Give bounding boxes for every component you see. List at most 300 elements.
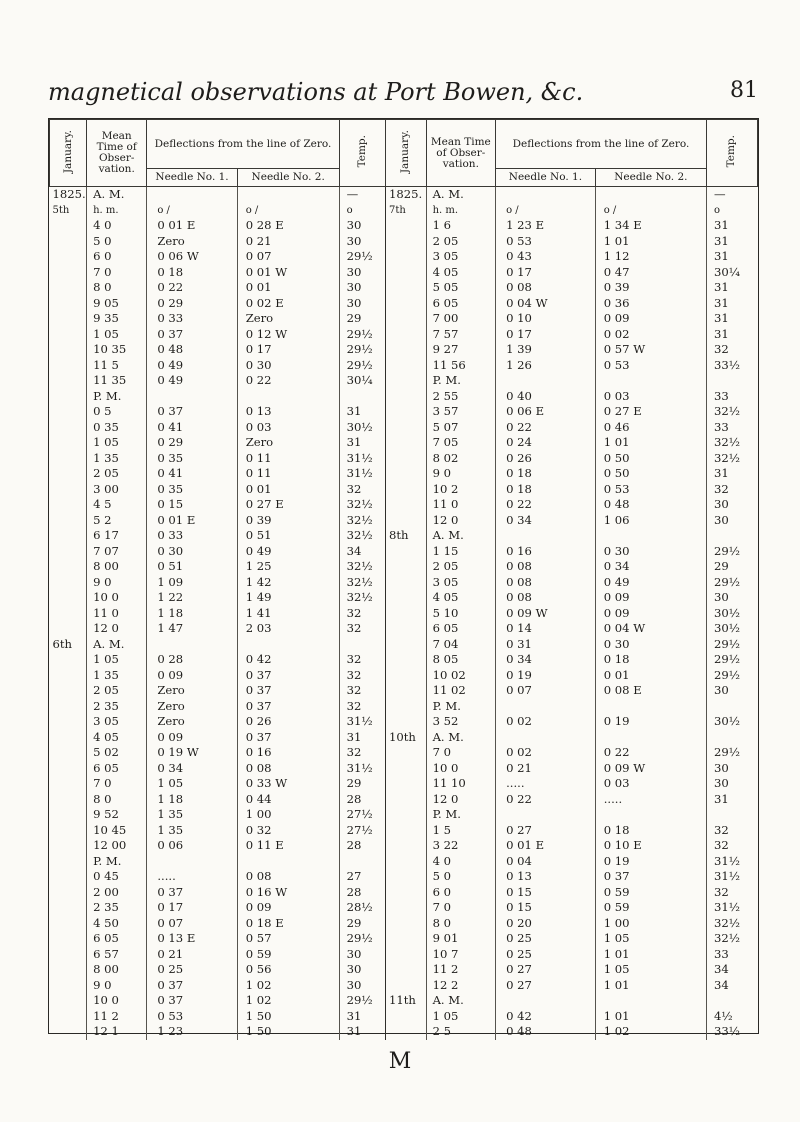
needle1-left-cell: 0 51 bbox=[147, 559, 237, 575]
needle1-left-cell: 0 21 bbox=[147, 947, 237, 963]
needle2-left-cell: o / bbox=[237, 203, 339, 219]
table-row bbox=[50, 249, 758, 265]
date-right-cell bbox=[386, 869, 427, 885]
time-left-cell: 2 35 bbox=[87, 900, 147, 916]
needle2-right-cell: 0 48 bbox=[595, 497, 706, 513]
temp-right-cell: 30 bbox=[706, 590, 757, 606]
date-left-cell bbox=[50, 311, 87, 327]
table-row bbox=[50, 683, 758, 699]
temp-right-cell: 32 bbox=[706, 342, 757, 358]
date-left-cell bbox=[50, 993, 87, 1009]
table-row bbox=[50, 714, 758, 730]
needle1-left-cell: 0 34 bbox=[147, 761, 237, 777]
needle1-right-cell: 0 08 bbox=[496, 590, 596, 606]
needle2-left-cell: 1 02 bbox=[237, 993, 339, 1009]
needle1-left-cell: 0 48 bbox=[147, 342, 237, 358]
needle1-left-cell: 0 33 bbox=[147, 528, 237, 544]
table-row bbox=[50, 497, 758, 513]
needle1-right-cell: 0 48 bbox=[496, 1024, 596, 1040]
temp-left-cell: 32 bbox=[339, 668, 385, 684]
needle2-left-cell: 0 33 W bbox=[237, 776, 339, 792]
time-right-cell: 7 0 bbox=[426, 900, 496, 916]
temp-left-cell: 30 bbox=[339, 947, 385, 963]
time-right-cell: 3 22 bbox=[426, 838, 496, 854]
temp-right-cell: 32 bbox=[706, 482, 757, 498]
needle2-left-cell bbox=[237, 854, 339, 870]
table-row bbox=[50, 652, 758, 668]
date-left-cell bbox=[50, 900, 87, 916]
date-left-cell bbox=[50, 528, 87, 544]
temp-left-cell: 30 bbox=[339, 218, 385, 234]
table-row bbox=[50, 900, 758, 916]
needle1-right-cell: 0 18 bbox=[496, 482, 596, 498]
needle2-left-cell: 0 56 bbox=[237, 962, 339, 978]
date-right-cell bbox=[386, 854, 427, 870]
temp-left-cell: 32 bbox=[339, 652, 385, 668]
needle1-right-cell: 0 04 W bbox=[496, 296, 596, 312]
needle2-right-cell: 1 01 bbox=[595, 234, 706, 250]
table-row bbox=[50, 838, 758, 854]
needle2-left-cell bbox=[237, 637, 339, 653]
temp-right-cell: 29½ bbox=[706, 745, 757, 761]
temp-left-cell: 30 bbox=[339, 962, 385, 978]
needle2-left-cell: 0 22 bbox=[237, 373, 339, 389]
needle2-right-cell: 0 19 bbox=[595, 714, 706, 730]
page-number: 81 bbox=[730, 78, 758, 103]
time-right-cell: 11 10 bbox=[426, 776, 496, 792]
page-header bbox=[48, 78, 758, 108]
temp-right-cell: 33 bbox=[706, 389, 757, 405]
date-left-cell bbox=[50, 947, 87, 963]
time-right-cell: A. M. bbox=[426, 730, 496, 746]
temp-right-cell: 32½ bbox=[706, 451, 757, 467]
needle2-left-cell: 0 08 bbox=[237, 761, 339, 777]
table-row bbox=[50, 792, 758, 808]
temp-right-cell: 29 bbox=[706, 559, 757, 575]
date-right-cell bbox=[386, 885, 427, 901]
time-right-cell: 6 0 bbox=[426, 885, 496, 901]
temp-left-cell: 29½ bbox=[339, 327, 385, 343]
temp-right-cell: 30½ bbox=[706, 714, 757, 730]
needle2-right-cell bbox=[595, 730, 706, 746]
temp-right-cell: 31 bbox=[706, 327, 757, 343]
table-row bbox=[50, 513, 758, 529]
needle2-left-cell: Zero bbox=[237, 435, 339, 451]
table-row bbox=[50, 327, 758, 343]
time-left-cell: 3 00 bbox=[87, 482, 147, 498]
needle2-right-cell: 0 47 bbox=[595, 265, 706, 281]
date-right-cell bbox=[386, 962, 427, 978]
date-left-cell bbox=[50, 451, 87, 467]
needle1-left-cell: Zero bbox=[147, 699, 237, 715]
needle2-left-cell: 0 51 bbox=[237, 528, 339, 544]
needle1-right-cell: 0 08 bbox=[496, 280, 596, 296]
date-left-cell bbox=[50, 513, 87, 529]
table-row bbox=[50, 466, 758, 482]
needle2-left-cell: 0 42 bbox=[237, 652, 339, 668]
needle2-left-cell: 0 08 bbox=[237, 869, 339, 885]
date-right-cell bbox=[386, 1024, 427, 1040]
needle2-left-cell: 0 12 W bbox=[237, 327, 339, 343]
date-right-cell bbox=[386, 637, 427, 653]
date-left-cell bbox=[50, 621, 87, 637]
table-row bbox=[50, 745, 758, 761]
temp-left-cell: 30 bbox=[339, 265, 385, 281]
needle1-left-cell: 0 37 bbox=[147, 978, 237, 994]
needle1-left-cell: 1 47 bbox=[147, 621, 237, 637]
observations-body bbox=[50, 187, 758, 1040]
needle2-header-left: Needle No. 2. bbox=[237, 169, 339, 187]
temp-right-cell: 34 bbox=[706, 962, 757, 978]
date-left-cell bbox=[50, 714, 87, 730]
needle2-left-cell: 0 30 bbox=[237, 358, 339, 374]
needle1-left-cell: 0 25 bbox=[147, 962, 237, 978]
temp-right-cell: 4½ bbox=[706, 1009, 757, 1025]
temp-right-cell: 29½ bbox=[706, 652, 757, 668]
time-left-cell: 10 0 bbox=[87, 993, 147, 1009]
time-right-cell: 5 0 bbox=[426, 869, 496, 885]
temp-right-cell: 33 bbox=[706, 947, 757, 963]
time-right-cell: 7 04 bbox=[426, 637, 496, 653]
needle1-right-cell: 0 14 bbox=[496, 621, 596, 637]
needle1-left-cell: 0 29 bbox=[147, 296, 237, 312]
needle2-left-cell: 0 32 bbox=[237, 823, 339, 839]
date-left-cell bbox=[50, 683, 87, 699]
table-row bbox=[50, 528, 758, 544]
needle2-left-cell bbox=[237, 389, 339, 405]
date-left-cell bbox=[50, 466, 87, 482]
temp-right-cell: o bbox=[706, 203, 757, 219]
needle1-left-cell: 0 37 bbox=[147, 327, 237, 343]
time-left-cell: 1 05 bbox=[87, 435, 147, 451]
time-left-cell: 1 35 bbox=[87, 451, 147, 467]
needle1-left-cell: 0 37 bbox=[147, 885, 237, 901]
time-right-cell: 1 6 bbox=[426, 218, 496, 234]
date-right-cell bbox=[386, 838, 427, 854]
temp-left-cell: 32 bbox=[339, 683, 385, 699]
needle1-left-cell: 1 09 bbox=[147, 575, 237, 591]
needle1-left-cell: 0 06 W bbox=[147, 249, 237, 265]
needle1-left-cell: 1 18 bbox=[147, 792, 237, 808]
temp-header-right: Temp. bbox=[706, 120, 757, 187]
date-left-cell bbox=[50, 745, 87, 761]
date-left-cell bbox=[50, 1024, 87, 1040]
needle2-right-cell: 0 03 bbox=[595, 776, 706, 792]
date-left-cell bbox=[50, 482, 87, 498]
date-left-cell bbox=[50, 559, 87, 575]
temp-left-cell: 31½ bbox=[339, 714, 385, 730]
temp-left-cell: 32 bbox=[339, 699, 385, 715]
time-left-cell: 2 00 bbox=[87, 885, 147, 901]
needle2-right-cell bbox=[595, 528, 706, 544]
date-left-cell bbox=[50, 962, 87, 978]
table-row bbox=[50, 358, 758, 374]
date-left-cell bbox=[50, 544, 87, 560]
date-right-cell bbox=[386, 652, 427, 668]
table-row bbox=[50, 885, 758, 901]
temp-left-cell: 30 bbox=[339, 296, 385, 312]
signature-mark: M bbox=[388, 1049, 412, 1074]
needle1-left-cell: 0 30 bbox=[147, 544, 237, 560]
deflections-header-left: Deflections from the line of Zero. bbox=[147, 120, 339, 169]
date-right-cell bbox=[386, 265, 427, 281]
temp-right-cell: 31 bbox=[706, 234, 757, 250]
table-row bbox=[50, 1024, 758, 1040]
needle1-left-cell: 0 01 E bbox=[147, 513, 237, 529]
time-left-cell: 0 35 bbox=[87, 420, 147, 436]
needle1-right-cell: 0 21 bbox=[496, 761, 596, 777]
temp-left-cell: 32½ bbox=[339, 590, 385, 606]
time-left-cell: 7 07 bbox=[87, 544, 147, 560]
date-right-cell bbox=[386, 420, 427, 436]
needle1-right-cell: 0 15 bbox=[496, 900, 596, 916]
temp-left-cell: 29½ bbox=[339, 358, 385, 374]
table-row bbox=[50, 854, 758, 870]
needle1-right-cell: 0 31 bbox=[496, 637, 596, 653]
needle1-right-cell: 1 39 bbox=[496, 342, 596, 358]
mean-time-header-right: Mean Time of Obser- vation. bbox=[426, 120, 496, 187]
needle1-right-cell: 0 43 bbox=[496, 249, 596, 265]
needle2-right-cell: 0 57 W bbox=[595, 342, 706, 358]
date-left-cell bbox=[50, 761, 87, 777]
temp-right-cell: 30 bbox=[706, 513, 757, 529]
time-left-cell: 2 05 bbox=[87, 683, 147, 699]
needle1-right-cell: o / bbox=[496, 203, 596, 219]
needle1-right-cell: 0 26 bbox=[496, 451, 596, 467]
time-right-cell: 7 05 bbox=[426, 435, 496, 451]
temp-left-cell: 30 bbox=[339, 234, 385, 250]
temp-right-cell: 31 bbox=[706, 466, 757, 482]
date-right-cell bbox=[386, 714, 427, 730]
table-row bbox=[50, 668, 758, 684]
needle2-right-cell: 0 27 E bbox=[595, 404, 706, 420]
time-left-cell: A. M. bbox=[87, 637, 147, 653]
needle2-left-cell: 0 49 bbox=[237, 544, 339, 560]
date-right-cell bbox=[386, 451, 427, 467]
needle1-left-cell: ..... bbox=[147, 869, 237, 885]
table-row bbox=[50, 451, 758, 467]
table-row bbox=[50, 993, 758, 1009]
time-right-cell: 2 5 bbox=[426, 1024, 496, 1040]
needle1-right-cell: 0 22 bbox=[496, 420, 596, 436]
temp-left-cell: 27½ bbox=[339, 807, 385, 823]
temp-right-cell: 31½ bbox=[706, 900, 757, 916]
needle2-right-cell: 0 08 E bbox=[595, 683, 706, 699]
needle2-left-cell: 1 50 bbox=[237, 1024, 339, 1040]
date-right-cell bbox=[386, 249, 427, 265]
needle1-right-cell: 0 01 E bbox=[496, 838, 596, 854]
needle1-left-cell: 0 35 bbox=[147, 451, 237, 467]
temp-right-cell: 32 bbox=[706, 838, 757, 854]
needle1-left-cell: 1 23 bbox=[147, 1024, 237, 1040]
needle1-left-cell: 0 37 bbox=[147, 404, 237, 420]
needle1-left-cell: 0 29 bbox=[147, 435, 237, 451]
date-right-cell bbox=[386, 311, 427, 327]
temp-right-cell: 33 bbox=[706, 420, 757, 436]
needle2-right-cell: 0 09 bbox=[595, 590, 706, 606]
table-row bbox=[50, 559, 758, 575]
needle2-right-cell: 0 53 bbox=[595, 358, 706, 374]
temp-right-cell: 32½ bbox=[706, 404, 757, 420]
needle1-left-cell: 1 18 bbox=[147, 606, 237, 622]
table-row bbox=[50, 621, 758, 637]
time-right-cell: 11 0 bbox=[426, 497, 496, 513]
date-right-cell bbox=[386, 931, 427, 947]
temp-left-cell: 32½ bbox=[339, 528, 385, 544]
table-row bbox=[50, 637, 758, 653]
needle1-right-cell bbox=[496, 807, 596, 823]
needle2-right-cell: 0 30 bbox=[595, 544, 706, 560]
needle2-right-cell: o / bbox=[595, 203, 706, 219]
needle1-right-cell: 0 24 bbox=[496, 435, 596, 451]
time-left-cell: 1 05 bbox=[87, 652, 147, 668]
needle1-right-cell: 0 09 W bbox=[496, 606, 596, 622]
date-left-cell bbox=[50, 776, 87, 792]
temp-right-cell bbox=[706, 807, 757, 823]
needle1-left-cell: 0 28 bbox=[147, 652, 237, 668]
date-left-cell bbox=[50, 435, 87, 451]
date-right-cell bbox=[386, 699, 427, 715]
temp-left-cell: — bbox=[339, 187, 385, 203]
time-left-cell: 8 00 bbox=[87, 962, 147, 978]
needle1-left-cell: 0 49 bbox=[147, 373, 237, 389]
date-right-cell bbox=[386, 544, 427, 560]
temp-right-cell: 31½ bbox=[706, 854, 757, 870]
temp-header-left: Temp. bbox=[339, 120, 385, 187]
date-left-cell bbox=[50, 218, 87, 234]
needle1-right-cell: 0 27 bbox=[496, 823, 596, 839]
needle2-left-cell: 0 01 bbox=[237, 482, 339, 498]
needle2-left-cell: 1 42 bbox=[237, 575, 339, 591]
needle2-left-cell: 0 59 bbox=[237, 947, 339, 963]
date-left-cell bbox=[50, 373, 87, 389]
needle2-right-cell: 0 09 bbox=[595, 311, 706, 327]
needle1-right-cell: 0 06 E bbox=[496, 404, 596, 420]
time-left-cell: 11 0 bbox=[87, 606, 147, 622]
date-left-cell bbox=[50, 590, 87, 606]
time-right-cell: 3 05 bbox=[426, 575, 496, 591]
needle1-right-cell bbox=[496, 373, 596, 389]
time-right-cell: 4 0 bbox=[426, 854, 496, 870]
needle2-right-cell: 0 02 bbox=[595, 327, 706, 343]
temp-right-cell: 31 bbox=[706, 792, 757, 808]
date-left-cell bbox=[50, 342, 87, 358]
temp-left-cell bbox=[339, 854, 385, 870]
temp-left-cell: 31½ bbox=[339, 451, 385, 467]
time-right-cell: 5 07 bbox=[426, 420, 496, 436]
needle2-left-cell: 2 03 bbox=[237, 621, 339, 637]
temp-right-cell bbox=[706, 699, 757, 715]
time-right-cell: 9 01 bbox=[426, 931, 496, 947]
temp-right-cell: 31 bbox=[706, 311, 757, 327]
needle1-right-cell bbox=[496, 699, 596, 715]
needle2-left-cell: 0 37 bbox=[237, 699, 339, 715]
needle2-left-cell: 0 13 bbox=[237, 404, 339, 420]
temp-left-cell: 32 bbox=[339, 745, 385, 761]
needle2-right-cell: 1 06 bbox=[595, 513, 706, 529]
time-right-cell: 11 02 bbox=[426, 683, 496, 699]
time-left-cell: 2 35 bbox=[87, 699, 147, 715]
time-left-cell: 3 05 bbox=[87, 714, 147, 730]
date-left-cell bbox=[50, 807, 87, 823]
table-row bbox=[50, 761, 758, 777]
needle2-right-cell: 0 18 bbox=[595, 652, 706, 668]
needle1-header-left: Needle No. 1. bbox=[147, 169, 237, 187]
needle1-right-cell: 0 04 bbox=[496, 854, 596, 870]
temp-left-cell: 29 bbox=[339, 776, 385, 792]
date-left-cell bbox=[50, 296, 87, 312]
needle2-left-cell: 0 27 E bbox=[237, 497, 339, 513]
date-right-cell bbox=[386, 606, 427, 622]
needle1-right-cell bbox=[496, 528, 596, 544]
needle2-right-cell: 1 02 bbox=[595, 1024, 706, 1040]
date-left-cell bbox=[50, 249, 87, 265]
table-row bbox=[50, 373, 758, 389]
time-right-cell: 9 27 bbox=[426, 342, 496, 358]
date-right-cell bbox=[386, 745, 427, 761]
temp-left-cell: 31 bbox=[339, 1024, 385, 1040]
date-left-cell bbox=[50, 730, 87, 746]
time-left-cell: 1 05 bbox=[87, 327, 147, 343]
needle2-left-cell bbox=[237, 187, 339, 203]
temp-left-cell: 31 bbox=[339, 404, 385, 420]
date-right-cell bbox=[386, 513, 427, 529]
temp-right-cell: 31 bbox=[706, 296, 757, 312]
needle2-right-cell: 0 19 bbox=[595, 854, 706, 870]
time-left-cell: 12 0 bbox=[87, 621, 147, 637]
temp-right-cell: 32½ bbox=[706, 916, 757, 932]
date-left-cell bbox=[50, 234, 87, 250]
temp-right-cell: 32½ bbox=[706, 931, 757, 947]
time-left-cell: 10 45 bbox=[87, 823, 147, 839]
table-row bbox=[50, 187, 758, 203]
date-left-cell bbox=[50, 978, 87, 994]
time-right-cell: 1 5 bbox=[426, 823, 496, 839]
time-left-cell: 4 0 bbox=[87, 218, 147, 234]
needle2-right-cell: 0 09 bbox=[595, 606, 706, 622]
temp-right-cell: 31 bbox=[706, 280, 757, 296]
temp-right-cell: 30½ bbox=[706, 606, 757, 622]
needle2-right-cell: 0 53 bbox=[595, 482, 706, 498]
date-left-cell bbox=[50, 699, 87, 715]
date-left-cell bbox=[50, 497, 87, 513]
needle2-right-cell: 0 46 bbox=[595, 420, 706, 436]
time-left-cell: 1 35 bbox=[87, 668, 147, 684]
time-right-cell: 12 0 bbox=[426, 792, 496, 808]
needle1-right-cell bbox=[496, 187, 596, 203]
needle1-right-cell: 0 25 bbox=[496, 931, 596, 947]
date-right-cell bbox=[386, 497, 427, 513]
needle2-right-cell: 0 37 bbox=[595, 869, 706, 885]
date-right-cell: 1825. bbox=[386, 187, 427, 203]
needle2-right-cell: 0 22 bbox=[595, 745, 706, 761]
table-row bbox=[50, 575, 758, 591]
date-right-cell bbox=[386, 342, 427, 358]
needle1-right-cell: 0 08 bbox=[496, 575, 596, 591]
needle2-right-cell: 0 49 bbox=[595, 575, 706, 591]
date-right-cell bbox=[386, 280, 427, 296]
needle1-right-cell: 1 23 E bbox=[496, 218, 596, 234]
needle2-right-cell: ..... bbox=[595, 792, 706, 808]
time-left-cell: 2 05 bbox=[87, 466, 147, 482]
table-row bbox=[50, 404, 758, 420]
temp-right-cell: 32 bbox=[706, 885, 757, 901]
needle1-right-cell: 1 26 bbox=[496, 358, 596, 374]
time-right-cell: 2 05 bbox=[426, 234, 496, 250]
table-row bbox=[50, 699, 758, 715]
temp-left-cell: 29 bbox=[339, 311, 385, 327]
date-left-cell bbox=[50, 885, 87, 901]
